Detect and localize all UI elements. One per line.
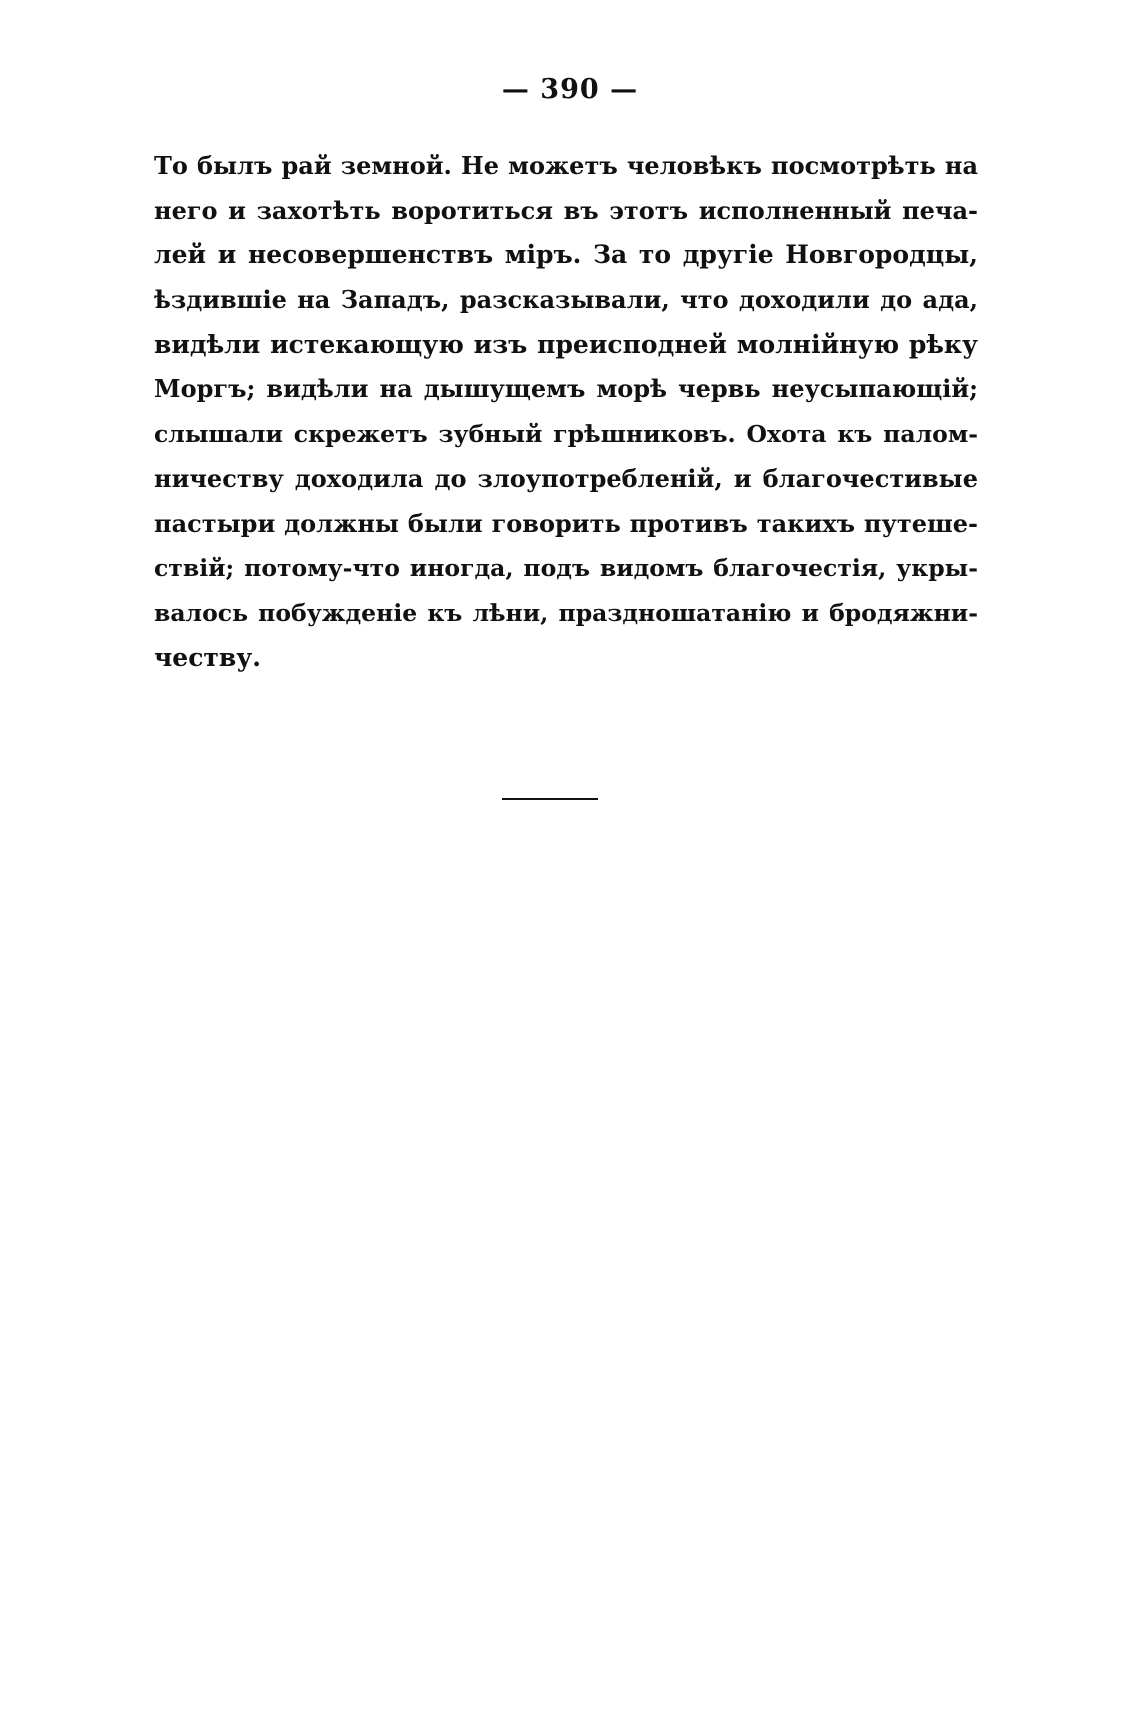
text-line: лей и несовершенствъ міръ. За то другіе Новгородцы,	[154, 240, 978, 270]
text-line: честву.	[154, 642, 261, 672]
text-line: него и захотѣть воротиться въ этотъ исполненный печа-	[154, 195, 978, 225]
text-line: ѣздившіе на Западъ, разсказывали, что доходили до ада,	[154, 285, 978, 315]
body-text	[154, 144, 978, 680]
text-line: пастыри должны были говорить противъ такихъ путеше-	[154, 508, 978, 538]
page-number: — 390 —	[501, 74, 639, 105]
text-line: Моргъ; видѣли на дышущемъ морѣ червь неусыпающій;	[154, 374, 978, 404]
text-line: слышали скрежетъ зубный грѣшниковъ. Охота къ палом-	[154, 420, 978, 449]
text-line: видѣли истекающую изъ преисподней молнійную рѣку	[154, 329, 978, 359]
text-line: ничеству доходила до злоупотребленій, и благочестивые	[154, 463, 978, 493]
text-line: валось побужденіе къ лѣни, праздношатанію и бродяжни-	[154, 598, 978, 627]
text-line: ствій; потому-что иногда, подъ видомъ благочестія, укры-	[154, 554, 978, 583]
section-end-rule	[502, 798, 598, 800]
text-line: То былъ рай земной. Не можетъ человѣкъ посмотрѣть на	[154, 151, 978, 180]
